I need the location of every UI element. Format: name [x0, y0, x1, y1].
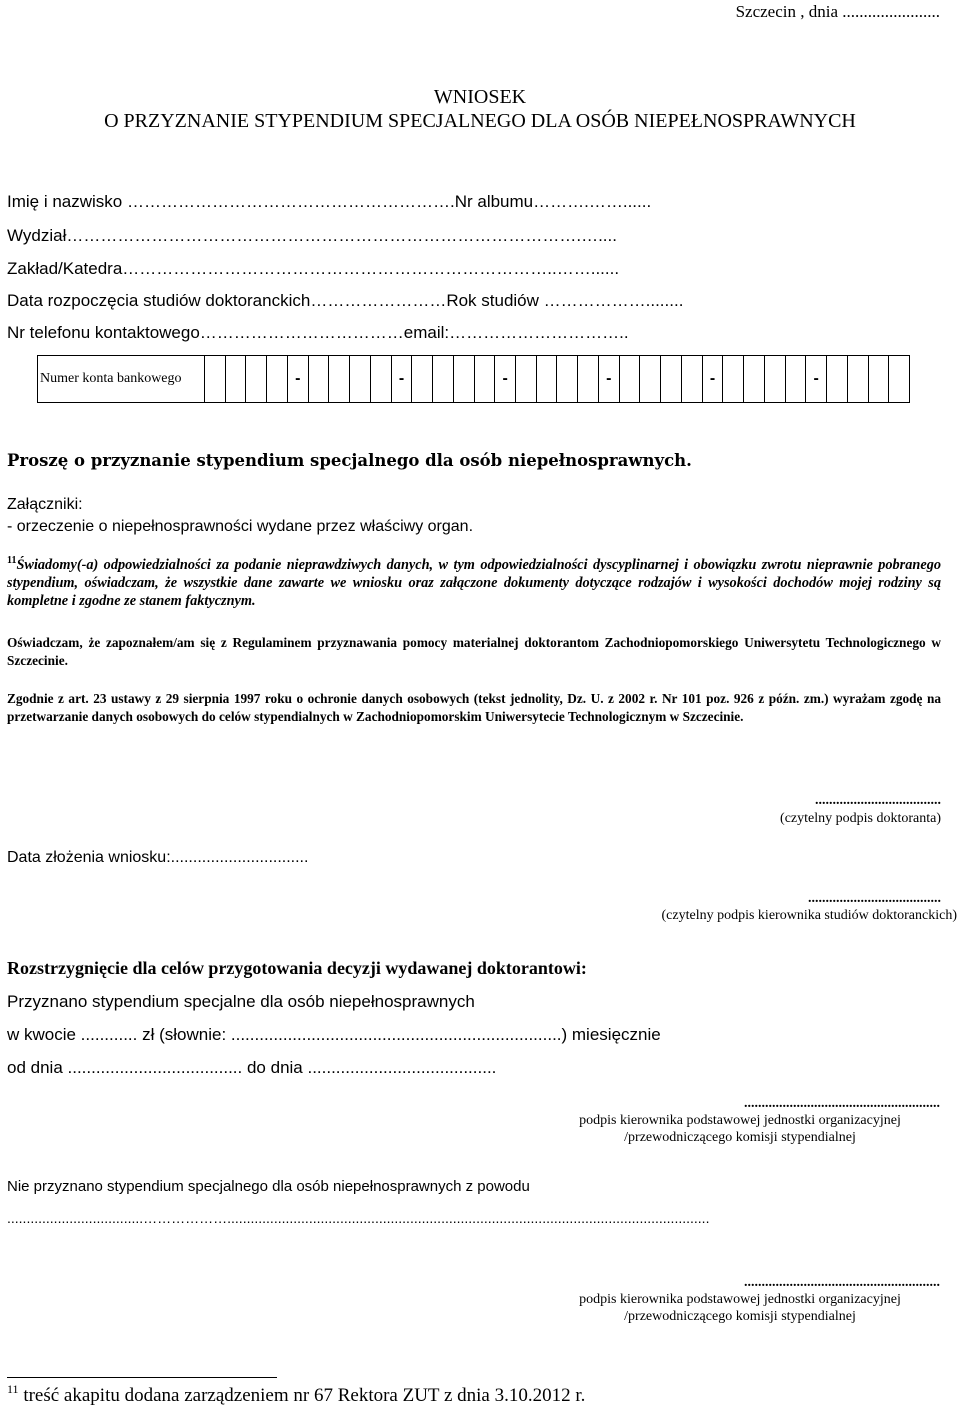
bank-account-cell[interactable]: [329, 356, 350, 402]
bank-account-cell[interactable]: [620, 356, 641, 402]
bank-account-cell[interactable]: -: [288, 356, 309, 402]
bank-account-cell[interactable]: [661, 356, 682, 402]
request-statement: Proszę o przyznanie stypendium specjalnego dla osób niepełnosprawnych.: [7, 451, 692, 470]
student-signature-caption: (czytelny podpis doktoranta): [780, 811, 941, 826]
bank-account-cell[interactable]: [226, 356, 247, 402]
bank-account-cell[interactable]: [848, 356, 869, 402]
bank-account-cell[interactable]: [744, 356, 765, 402]
unit-head-signature-1-caption: podpis kierownika podstawowej jednostki organizacyjnej: [579, 1113, 901, 1128]
bank-account-cell[interactable]: [433, 356, 454, 402]
bank-account-cell[interactable]: -: [806, 356, 827, 402]
name-field[interactable]: Imię i nazwisko ………………………………………………….Nr albumu……….……......: [7, 192, 652, 211]
bank-account-cell[interactable]: -: [495, 356, 516, 402]
unit-head-signature-2-line[interactable]: ........................................................: [744, 1275, 940, 1290]
bank-account-cell[interactable]: [350, 356, 371, 402]
attachments-heading: Załączniki:: [7, 496, 83, 513]
submission-date-field[interactable]: Data złożenia wniosku:...............................: [7, 849, 309, 866]
declaration-truthfulness: [7, 556, 941, 610]
bank-account-cell[interactable]: [578, 356, 599, 402]
bank-account-cell[interactable]: [827, 356, 848, 402]
bank-account-cell[interactable]: [412, 356, 433, 402]
footnote-divider: [7, 1377, 277, 1378]
phone-email-field[interactable]: Nr telefonu kontaktowego………………………………email:…………………………..: [7, 323, 629, 342]
decision-refused: Nie przyznano stypendium specjalnego dla osób niepełnosprawnych z powodu: [7, 1178, 530, 1195]
bank-account-cell[interactable]: [309, 356, 330, 402]
declaration-regulations: Oświadczam, że zapoznałem/am się z Regulaminem przyznawania pomocy materialnej doktorantom Zachodniopomorskiego Uniwersytetu Technologicznego w Szczecinie.: [7, 635, 941, 668]
bank-account-cell[interactable]: [723, 356, 744, 402]
declaration-data-consent: Zgodnie z art. 23 ustawy z 29 sierpnia 1997 roku o ochronie danych osobowych (tekst jednolity, Dz. U. z 2002 r. Nr 101 poz. 926 z późn. zm.) wyrażam zgodę na przetwarzanie danych osobowych do celów stypendialnych w Zachodniopomorskim Uniwersytecie Technologicznym w Szczecinie.: [7, 691, 941, 724]
form-title: WNIOSEK: [433, 86, 527, 108]
decision-amount-field[interactable]: w kwocie ............ zł (słownie: ......................................................................) miesięcznie: [7, 1025, 661, 1044]
bank-account-label: Numer konta bankowego: [38, 356, 205, 402]
footnote-number: 11: [7, 1382, 19, 1396]
declaration-truthfulness-text: Świadomy(-a) odpowiedzialności za podanie nieprawdziwych danych, w tym odpowiedzialności dyscyplinarnej i obowiązku zwrotu nieprawnie pobranego stypendium, oświadczam, że wszystkie dane zawarte we wniosku oraz załączone dokumenty dotyczące rodzajów i wysokości dochodów mojej rodziny są kompletne i zgodne ze stanem faktycznym.: [7, 557, 941, 609]
study-start-field[interactable]: Data rozpoczęcia studiów doktoranckich……………………Rok studiów ………………........: [7, 291, 684, 310]
decision-heading: Rozstrzygnięcie dla celów przygotowania decyzji wydawanej doktorantowi:: [7, 958, 587, 978]
bank-account-cell[interactable]: [557, 356, 578, 402]
head-signature-line[interactable]: ......................................: [808, 891, 941, 906]
refusal-reason-field[interactable]: ...................................………………............................................................................................................................: [7, 1210, 710, 1226]
bank-account-cell[interactable]: [516, 356, 537, 402]
bank-account-cell[interactable]: [537, 356, 558, 402]
bank-account-cell[interactable]: [869, 356, 890, 402]
bank-account-cells[interactable]: [205, 356, 909, 402]
unit-head-signature-1-caption-2: /przewodniczącego komisji stypendialnej: [624, 1130, 856, 1145]
bank-account-cell[interactable]: [371, 356, 392, 402]
bank-account-cell[interactable]: [475, 356, 496, 402]
unit-head-signature-2-caption: podpis kierownika podstawowej jednostki organizacyjnej: [579, 1292, 901, 1307]
unit-head-signature-1-line[interactable]: ........................................................: [744, 1096, 940, 1111]
attachment-item: - orzeczenie o niepełnosprawności wydane przez właściwy organ.: [7, 518, 474, 535]
bank-account-cell[interactable]: [765, 356, 786, 402]
place-date-line: Szczecin , dnia .......................: [735, 2, 940, 21]
decision-granted: Przyznano stypendium specjalne dla osób niepełnosprawnych: [7, 992, 475, 1011]
footnote-text: treść akapitu dodana zarządzeniem nr 67 Rektora ZUT z dnia 3.10.2012 r.: [23, 1385, 586, 1406]
decision-period-field[interactable]: od dnia ..................................... do dnia ........................................: [7, 1058, 497, 1077]
unit-head-signature-1: [500, 1095, 940, 1146]
bank-account-cell[interactable]: [246, 356, 267, 402]
head-signature-caption: (czytelny podpis kierownika studiów doktoranckich): [661, 908, 957, 923]
footnote-reference: 11: [7, 555, 17, 566]
form-subtitle: O PRZYZNANIE STYPENDIUM SPECJALNEGO DLA OSÓB NIEPEŁNOSPRAWNYCH: [104, 110, 856, 132]
bank-account-box: [37, 355, 910, 403]
bank-account-cell[interactable]: [205, 356, 226, 402]
bank-account-cell[interactable]: [454, 356, 475, 402]
bank-account-cell[interactable]: [267, 356, 288, 402]
footnote: [7, 1382, 586, 1407]
bank-account-cell[interactable]: -: [599, 356, 620, 402]
department-field[interactable]: Wydział……………………………………………………………………………….…....: [7, 226, 617, 245]
unit-head-signature-2: [500, 1274, 940, 1325]
bank-account-cell[interactable]: [682, 356, 703, 402]
bank-account-cell[interactable]: -: [703, 356, 724, 402]
bank-account-cell[interactable]: [889, 356, 909, 402]
unit-head-signature-2-caption-2: /przewodniczącego komisji stypendialnej: [624, 1309, 856, 1324]
unit-field[interactable]: Zakład/Katedra…………………………………………………………………..……......: [7, 259, 620, 278]
student-signature-line[interactable]: ....................................: [815, 793, 941, 808]
bank-account-cell[interactable]: [786, 356, 807, 402]
bank-account-cell[interactable]: [640, 356, 661, 402]
bank-account-cell[interactable]: -: [392, 356, 413, 402]
